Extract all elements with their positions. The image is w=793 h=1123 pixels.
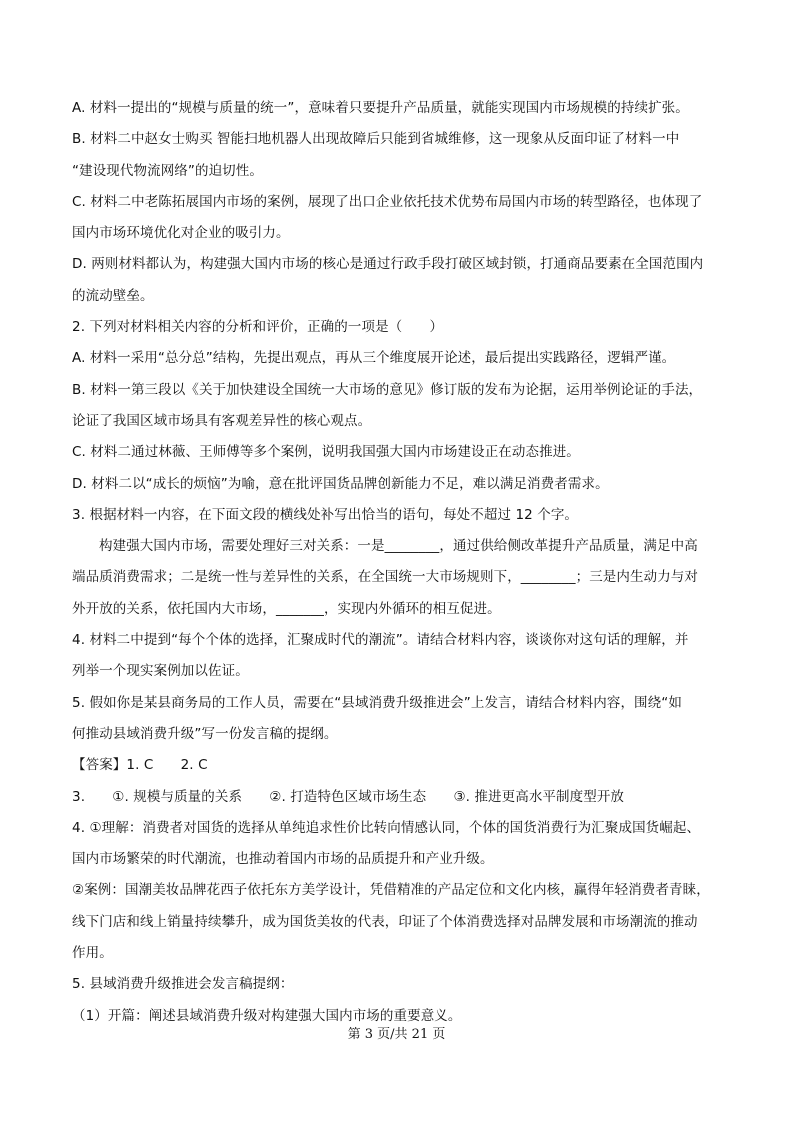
option-b-q2-line2: 论证了我国区域市场具有客观差异性的核心观点。 bbox=[72, 412, 372, 429]
option-c-q1-line2: 国内市场环境优化对企业的吸引力。 bbox=[72, 225, 290, 242]
option-d-q2: D. 材料二以“成长的烦恼”为喻，意在批评国货品牌创新能力不足，难以满足消费者需求。 bbox=[72, 475, 609, 492]
answer-5-title: 5. 县域消费升级推进会发言稿提纲： bbox=[72, 976, 294, 993]
answer-4-case-line3: 作用。 bbox=[72, 945, 113, 962]
option-c-q1-line1: C. 材料二中老陈拓展国内市场的案例，展现了出口企业依托技术优势布局国内市场的转型路径，也体现了 bbox=[72, 193, 703, 210]
option-c-q2: C. 材料二通过林薇、王师傅等多个案例，说明我国强大国内市场建设正在动态推进。 bbox=[72, 444, 580, 461]
page-content bbox=[72, 93, 722, 1032]
answer-header: 【答案】1. C 2. C bbox=[72, 757, 208, 774]
option-a-q1: A. 材料一提出的“规模与质量的统一”，意味着只要提升产品质量，就能实现国内市场规模的持续扩张。 bbox=[72, 100, 689, 116]
fill-passage-line3: 外开放的关系，依托国内大市场，_______，实现内外循环的相互促进。 bbox=[72, 600, 501, 617]
answer-4-case-line2: 线下门店和线上销量持续攀升，成为国货美妆的代表，印证了个体消费选择对品牌发展和市场潮流的推动 bbox=[72, 913, 698, 930]
answer-4-understanding-line1: 4. ①理解：消费者对国货的选择从单纯追求性价比转向情感认同，个体的国货消费行为汇聚成国货崛起、 bbox=[72, 819, 701, 836]
fill-passage-line1: 构建强大国内市场，需要处理好三对关系：一是________，通过供给侧改革提升产品质量，满足中高 bbox=[99, 538, 698, 555]
option-b-q1-line2: “建设现代物流网络”的迫切性。 bbox=[72, 162, 263, 179]
fill-passage-line2: 端品质消费需求；二是统一性与差异性的关系，在全国统一大市场规则下，________；三是内生动力与对 bbox=[72, 569, 698, 586]
answer-5-item-1: （1）开篇：阐述县域消费升级对构建强大国内市场的重要意义。 bbox=[72, 1007, 462, 1024]
question-5-line1: 5. 假如你是某县商务局的工作人员，需要在“县域消费升级推进会”上发言，请结合材料内容，围绕“如 bbox=[72, 694, 682, 711]
option-b-q1-line1: B. 材料二中赵女士购买 智能扫地机器人出现故障后只能到省城维修，这一现象从反面印证了材料一中 bbox=[72, 131, 680, 148]
answer-4-case-line1: ②案例：国潮美妆品牌花西子依托东方美学设计，凭借精准的产品定位和文化内核，赢得年轻消费者青睐， bbox=[72, 882, 710, 899]
page-footer: 第 3 页/共 21 页 bbox=[347, 1027, 446, 1042]
question-4-line2: 列举一个现实案例加以佐证。 bbox=[72, 663, 249, 680]
answer-3: 3. ①. 规模与质量的关系 ②. 打造特色区域市场生态 ③. 推进更高水平制度型开放 bbox=[72, 788, 625, 805]
option-d-q1-line2: 的流动壁垒。 bbox=[72, 287, 154, 304]
question-4-line1: 4. 材料二中提到“每个个体的选择，汇聚成时代的潮流”。请结合材料内容，谈谈你对这句话的理解，并 bbox=[72, 632, 689, 649]
question-3: 3. 根据材料一内容，在下面文段的横线处补写出恰当的语句，每处不超过 12 个字。 bbox=[72, 506, 579, 523]
option-a-q2: A. 材料一采用“总分总”结构，先提出观点，再从三个维度展开论述，最后提出实践路径，逻辑严谨。 bbox=[72, 350, 676, 367]
question-5-line2: 何推动县域消费升级”写一份发言稿的提纲。 bbox=[72, 725, 338, 742]
answer-4-understanding-line2: 国内市场繁荣的时代潮流，也推动着国内市场的品质提升和产业升级。 bbox=[72, 851, 494, 868]
option-b-q2-line1: B. 材料一第三段以《关于加快建设全国统一大市场的意见》修订版的发布为论据，运用举例论证的手法， bbox=[72, 381, 703, 398]
option-d-q1-line1: D. 两则材料都认为，构建强大国内市场的核心是通过行政手段打破区域封锁，打通商品要素在全国范围内 bbox=[72, 256, 704, 273]
question-2: 2. 下列对材料相关内容的分析和评价，正确的一项是（ ） bbox=[72, 319, 444, 336]
